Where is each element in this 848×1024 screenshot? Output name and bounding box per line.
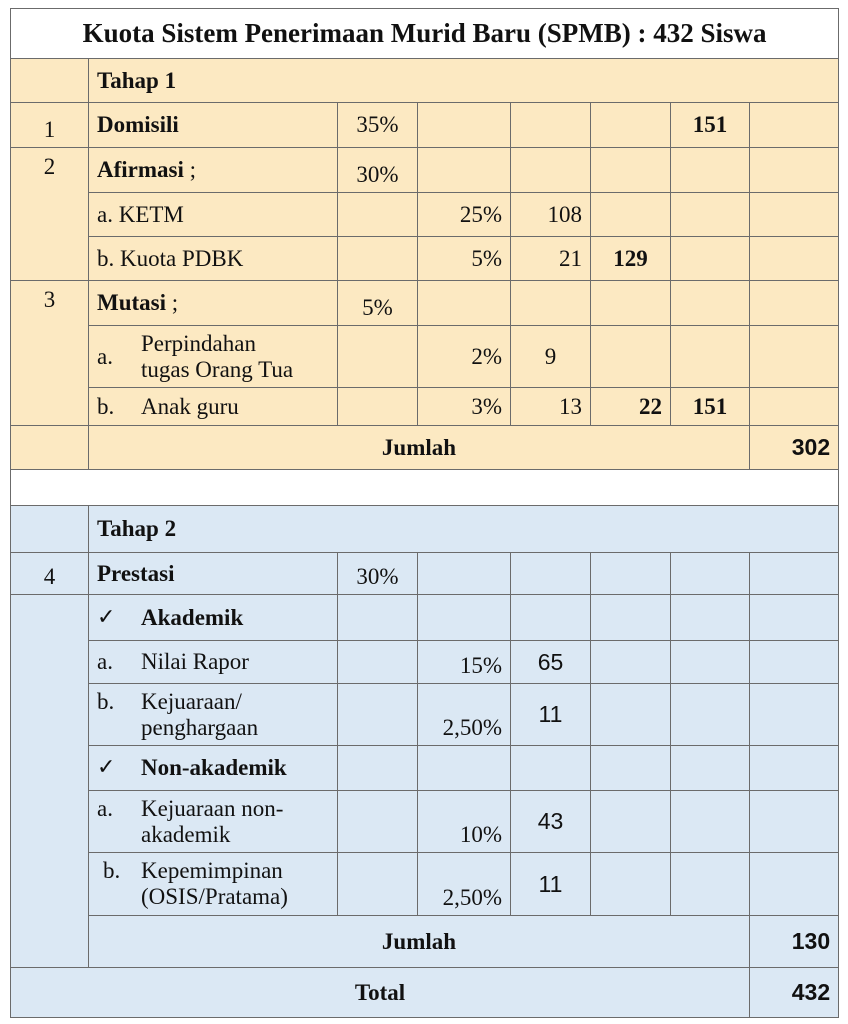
empty-cell [591,281,671,326]
mutasi-pct: 5% [338,281,418,326]
kepemimpinan-row [11,853,839,916]
empty-cell [591,148,671,193]
tahap1-jumlah-row [11,426,839,470]
nilai-rapor-marker: a. [97,649,113,674]
ketm-pct: 25% [418,193,511,237]
empty-cell [750,595,839,641]
empty-cell [338,684,418,746]
domisili-pct: 35% [338,103,418,148]
anak-guru-count: 13 [511,388,591,426]
empty-cell [591,684,671,746]
empty-cell [338,595,418,641]
perpindahan-line1: Perpindahan [141,330,256,356]
afirmasi-suffix: ; [183,157,197,182]
empty-cell [511,746,591,791]
spacer-row [11,470,839,506]
empty-cell [591,853,671,916]
quota-table-container [10,8,838,1018]
perpindahan-label [89,326,338,388]
anak-guru-pct: 3% [418,388,511,426]
tahap2-no-column [11,595,89,968]
domisili-no: 1 [11,103,89,148]
empty-cell [591,641,671,684]
kejuaraan-non-akademik-count: 43 [511,791,591,853]
table-title: Kuota Sistem Penerimaan Murid Baru (SPMB) : 432 Siswa [11,9,839,59]
empty-cell [338,326,418,388]
empty-cell [750,326,839,388]
kepemimpinan-label [89,853,338,916]
afirmasi-group-total: 129 [591,237,671,281]
mutasi-name: Mutasi [97,290,166,315]
non-akademik-row [11,746,839,791]
tahap2-jumlah-row [11,916,839,968]
perpindahan-line2: tugas Orang Tua [141,356,294,382]
kejuaraan-count: 11 [511,684,591,746]
kejuaraan-pct: 2,50% [418,684,511,746]
empty-cell [418,103,511,148]
prestasi-row [11,553,839,595]
empty-cell [591,326,671,388]
kejuaraan-non-akademik-marker: a. [97,795,113,821]
checkmark-icon: ✓ [97,604,116,630]
kejuaraan-line1: Kejuaraan/ [141,688,242,714]
tahap2-jumlah-value: 130 [750,916,839,968]
kepemimpinan-line1: Kepemimpinan [141,858,283,883]
perpindahan-count: 9 [511,326,591,388]
kejuaraan-marker: b. [97,688,115,714]
empty-cell [591,193,671,237]
empty-cell [671,148,750,193]
pdbk-pct: 5% [418,237,511,281]
empty-cell [671,684,750,746]
empty-cell [338,641,418,684]
empty-cell [338,791,418,853]
pdbk-label: b. Kuota PDBK [89,237,338,281]
domisili-label: Domisili [89,103,338,148]
empty-cell [418,281,511,326]
empty-cell [750,791,839,853]
mutasi-label [89,281,338,326]
domisili-row [11,103,839,148]
empty-cell [511,148,591,193]
checkmark-icon: ✓ [97,755,116,780]
total-row [11,968,839,1018]
mutasi-no: 3 [11,281,89,426]
kejuaraan-line2: penghargaan [141,714,259,740]
empty-cell [750,746,839,791]
empty-cell [591,791,671,853]
empty-cell [750,281,839,326]
afirmasi-row [11,148,839,193]
afirmasi-label [89,148,338,193]
kejuaraan-row [11,684,839,746]
akademik-label [89,595,338,641]
empty-cell [591,553,671,595]
empty-cell [671,595,750,641]
empty-cell [750,103,839,148]
kepemimpinan-count: 11 [511,853,591,916]
kejuaraan-label [89,684,338,746]
kepemimpinan-line2: (OSIS/Pratama) [141,884,288,909]
tahap2-label: Tahap 2 [89,506,839,553]
perpindahan-row [11,326,839,388]
empty-cell [671,853,750,916]
afirmasi-no: 2 [11,148,89,281]
empty-cell [511,103,591,148]
kepemimpinan-marker: b. [103,858,121,883]
empty-cell [418,148,511,193]
empty-cell [750,388,839,426]
empty-cell [591,103,671,148]
tahap2-header-no [11,506,89,553]
tahap1-jumlah-no [11,426,89,470]
nilai-rapor-pct: 15% [418,641,511,684]
tahap1-header-row [11,59,839,103]
tahap1-header-no [11,59,89,103]
pdbk-row [11,237,839,281]
quota-table [10,8,839,1018]
empty-cell [671,791,750,853]
title-row [11,9,839,59]
spacer-cell [11,470,839,506]
empty-cell [750,193,839,237]
empty-cell [750,148,839,193]
empty-cell [671,553,750,595]
pdbk-count: 21 [511,237,591,281]
empty-cell [671,237,750,281]
empty-cell [591,746,671,791]
akademik-row [11,595,839,641]
empty-cell [418,595,511,641]
afirmasi-name: Afirmasi [97,157,184,182]
empty-cell [338,388,418,426]
afirmasi-pct: 30% [338,148,418,193]
anak-guru-marker: b. [97,393,115,419]
mutasi-suffix: ; [166,290,179,315]
empty-cell [511,553,591,595]
empty-cell [750,684,839,746]
nilai-rapor-row [11,641,839,684]
nilai-rapor-count: 65 [511,641,591,684]
perpindahan-pct: 2% [418,326,511,388]
domisili-subtotal: 151 [671,103,750,148]
total-label: Total [11,968,750,1018]
tahap2-header-row [11,506,839,553]
ketm-label: a. KETM [89,193,338,237]
empty-cell [511,281,591,326]
empty-cell [671,326,750,388]
ketm-count: 108 [511,193,591,237]
empty-cell [671,746,750,791]
empty-cell [591,595,671,641]
empty-cell [511,595,591,641]
anak-guru-text: Anak guru [141,393,239,419]
prestasi-label: Prestasi [89,553,338,595]
empty-cell [671,641,750,684]
mutasi-group-total: 22 [591,388,671,426]
kejuaraan-non-akademik-row [11,791,839,853]
empty-cell [338,193,418,237]
ketm-row [11,193,839,237]
kejuaraan-non-akademik-label [89,791,338,853]
non-akademik-label [89,746,338,791]
kejuaraan-non-akademik-pct: 10% [418,791,511,853]
empty-cell [338,746,418,791]
empty-cell [418,746,511,791]
total-value: 432 [750,968,839,1018]
nilai-rapor-text: Nilai Rapor [141,649,249,674]
prestasi-no: 4 [11,553,89,595]
empty-cell [750,553,839,595]
kejuaraan-non-akademik-line1: Kejuaraan non- [141,795,284,821]
mutasi-row [11,281,839,326]
empty-cell [750,641,839,684]
empty-cell [671,193,750,237]
tahap1-label: Tahap 1 [89,59,839,103]
kepemimpinan-pct: 2,50% [418,853,511,916]
empty-cell [338,853,418,916]
nilai-rapor-label [89,641,338,684]
empty-cell [418,553,511,595]
kejuaraan-non-akademik-line2: akademik [141,821,231,847]
empty-cell [750,853,839,916]
anak-guru-row [11,388,839,426]
mutasi-subtotal: 151 [671,388,750,426]
non-akademik-name: Non-akademik [141,755,287,780]
perpindahan-marker: a. [97,343,113,369]
tahap2-jumlah-label: Jumlah [89,916,750,968]
empty-cell [338,237,418,281]
akademik-name: Akademik [141,604,244,630]
prestasi-pct: 30% [338,553,418,595]
empty-cell [671,281,750,326]
tahap1-jumlah-label: Jumlah [89,426,750,470]
tahap1-jumlah-value: 302 [750,426,839,470]
empty-cell [750,237,839,281]
anak-guru-label [89,388,338,426]
